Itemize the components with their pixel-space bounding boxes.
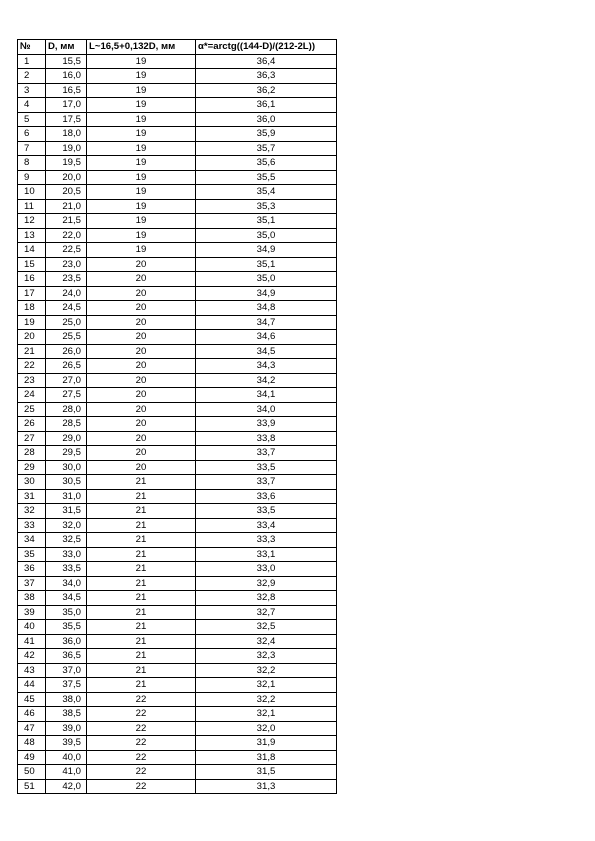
table-row xyxy=(18,170,337,185)
data-table xyxy=(17,39,337,794)
table-row xyxy=(18,243,337,258)
table-row xyxy=(18,431,337,446)
cell-diameter: 35,5 xyxy=(46,620,87,635)
table-row xyxy=(18,388,337,403)
table-row xyxy=(18,663,337,678)
cell-diameter: 22,0 xyxy=(46,228,87,243)
cell-length: 20 xyxy=(87,417,196,432)
cell-angle: 33,4 xyxy=(196,518,337,533)
cell-number: 15 xyxy=(18,257,46,272)
cell-number: 45 xyxy=(18,692,46,707)
cell-number: 33 xyxy=(18,518,46,533)
cell-number: 49 xyxy=(18,750,46,765)
cell-diameter: 20,5 xyxy=(46,185,87,200)
cell-length: 22 xyxy=(87,692,196,707)
cell-diameter: 33,5 xyxy=(46,562,87,577)
cell-diameter: 16,0 xyxy=(46,69,87,84)
cell-angle: 34,1 xyxy=(196,388,337,403)
table-row xyxy=(18,315,337,330)
cell-angle: 32,2 xyxy=(196,692,337,707)
cell-length: 19 xyxy=(87,69,196,84)
cell-number: 26 xyxy=(18,417,46,432)
cell-angle: 36,0 xyxy=(196,112,337,127)
cell-angle: 35,4 xyxy=(196,185,337,200)
table-row xyxy=(18,402,337,417)
cell-length: 20 xyxy=(87,257,196,272)
table-row xyxy=(18,214,337,229)
table-row xyxy=(18,533,337,548)
cell-angle: 32,4 xyxy=(196,634,337,649)
cell-angle: 35,1 xyxy=(196,214,337,229)
cell-diameter: 28,5 xyxy=(46,417,87,432)
cell-angle: 32,3 xyxy=(196,649,337,664)
table-row xyxy=(18,692,337,707)
cell-number: 22 xyxy=(18,359,46,374)
cell-diameter: 33,0 xyxy=(46,547,87,562)
cell-length: 21 xyxy=(87,663,196,678)
cell-diameter: 34,0 xyxy=(46,576,87,591)
cell-length: 20 xyxy=(87,431,196,446)
cell-number: 2 xyxy=(18,69,46,84)
table-row xyxy=(18,127,337,142)
cell-angle: 33,9 xyxy=(196,417,337,432)
table-row xyxy=(18,518,337,533)
cell-number: 16 xyxy=(18,272,46,287)
cell-diameter: 39,5 xyxy=(46,736,87,751)
cell-number: 1 xyxy=(18,54,46,69)
cell-number: 38 xyxy=(18,591,46,606)
cell-number: 24 xyxy=(18,388,46,403)
cell-angle: 34,3 xyxy=(196,359,337,374)
cell-angle: 36,2 xyxy=(196,83,337,98)
cell-angle: 35,5 xyxy=(196,170,337,185)
cell-number: 12 xyxy=(18,214,46,229)
cell-diameter: 36,5 xyxy=(46,649,87,664)
cell-length: 21 xyxy=(87,649,196,664)
cell-angle: 33,7 xyxy=(196,446,337,461)
cell-diameter: 17,5 xyxy=(46,112,87,127)
cell-diameter: 18,0 xyxy=(46,127,87,142)
cell-length: 19 xyxy=(87,112,196,127)
cell-number: 14 xyxy=(18,243,46,258)
cell-diameter: 26,5 xyxy=(46,359,87,374)
cell-diameter: 20,0 xyxy=(46,170,87,185)
cell-length: 20 xyxy=(87,315,196,330)
table-row xyxy=(18,69,337,84)
cell-diameter: 31,0 xyxy=(46,489,87,504)
cell-diameter: 36,0 xyxy=(46,634,87,649)
table-row xyxy=(18,344,337,359)
cell-number: 30 xyxy=(18,475,46,490)
cell-number: 10 xyxy=(18,185,46,200)
cell-diameter: 19,0 xyxy=(46,141,87,156)
table-row xyxy=(18,475,337,490)
table-row xyxy=(18,489,337,504)
cell-angle: 34,9 xyxy=(196,243,337,258)
cell-length: 22 xyxy=(87,779,196,794)
cell-angle: 35,0 xyxy=(196,272,337,287)
cell-diameter: 21,0 xyxy=(46,199,87,214)
table-row xyxy=(18,199,337,214)
cell-length: 21 xyxy=(87,620,196,635)
cell-angle: 32,9 xyxy=(196,576,337,591)
cell-number: 50 xyxy=(18,765,46,780)
cell-angle: 34,5 xyxy=(196,344,337,359)
cell-angle: 35,3 xyxy=(196,199,337,214)
cell-diameter: 38,5 xyxy=(46,707,87,722)
cell-angle: 32,0 xyxy=(196,721,337,736)
table-row xyxy=(18,721,337,736)
table-row xyxy=(18,707,337,722)
table-row xyxy=(18,272,337,287)
table-row xyxy=(18,141,337,156)
cell-length: 19 xyxy=(87,199,196,214)
table-row xyxy=(18,373,337,388)
cell-number: 31 xyxy=(18,489,46,504)
cell-angle: 33,1 xyxy=(196,547,337,562)
cell-number: 23 xyxy=(18,373,46,388)
cell-length: 19 xyxy=(87,214,196,229)
cell-angle: 34,9 xyxy=(196,286,337,301)
cell-length: 19 xyxy=(87,141,196,156)
cell-number: 42 xyxy=(18,649,46,664)
cell-angle: 32,8 xyxy=(196,591,337,606)
cell-diameter: 26,0 xyxy=(46,344,87,359)
header-row xyxy=(18,40,337,55)
cell-diameter: 30,0 xyxy=(46,460,87,475)
table-row xyxy=(18,330,337,345)
cell-number: 18 xyxy=(18,301,46,316)
table-row xyxy=(18,547,337,562)
cell-number: 27 xyxy=(18,431,46,446)
table-row xyxy=(18,605,337,620)
cell-length: 22 xyxy=(87,765,196,780)
cell-angle: 35,9 xyxy=(196,127,337,142)
cell-number: 47 xyxy=(18,721,46,736)
table-row xyxy=(18,185,337,200)
cell-angle: 33,5 xyxy=(196,504,337,519)
cell-number: 6 xyxy=(18,127,46,142)
cell-length: 20 xyxy=(87,402,196,417)
table-row xyxy=(18,634,337,649)
cell-angle: 36,1 xyxy=(196,98,337,113)
cell-number: 20 xyxy=(18,330,46,345)
cell-length: 20 xyxy=(87,388,196,403)
cell-angle: 34,0 xyxy=(196,402,337,417)
cell-angle: 31,5 xyxy=(196,765,337,780)
cell-diameter: 29,0 xyxy=(46,431,87,446)
cell-length: 22 xyxy=(87,736,196,751)
cell-length: 21 xyxy=(87,533,196,548)
cell-length: 20 xyxy=(87,286,196,301)
cell-angle: 32,1 xyxy=(196,707,337,722)
cell-length: 19 xyxy=(87,83,196,98)
cell-length: 20 xyxy=(87,359,196,374)
header-number: № xyxy=(18,40,46,55)
header-length: L~16,5+0,132D, мм xyxy=(87,40,196,55)
cell-angle: 31,9 xyxy=(196,736,337,751)
table-row xyxy=(18,620,337,635)
cell-diameter: 34,5 xyxy=(46,591,87,606)
cell-angle: 34,2 xyxy=(196,373,337,388)
cell-length: 22 xyxy=(87,721,196,736)
cell-number: 21 xyxy=(18,344,46,359)
table-row xyxy=(18,417,337,432)
cell-angle: 34,6 xyxy=(196,330,337,345)
table-header xyxy=(18,40,337,55)
table-row xyxy=(18,83,337,98)
cell-angle: 33,6 xyxy=(196,489,337,504)
cell-diameter: 27,5 xyxy=(46,388,87,403)
cell-diameter: 15,5 xyxy=(46,54,87,69)
cell-angle: 36,3 xyxy=(196,69,337,84)
table-row xyxy=(18,301,337,316)
cell-length: 19 xyxy=(87,243,196,258)
cell-length: 20 xyxy=(87,446,196,461)
cell-diameter: 29,5 xyxy=(46,446,87,461)
table-row xyxy=(18,562,337,577)
cell-number: 8 xyxy=(18,156,46,171)
table-row xyxy=(18,750,337,765)
cell-diameter: 39,0 xyxy=(46,721,87,736)
cell-number: 17 xyxy=(18,286,46,301)
cell-length: 21 xyxy=(87,591,196,606)
cell-number: 39 xyxy=(18,605,46,620)
cell-number: 35 xyxy=(18,547,46,562)
cell-diameter: 37,5 xyxy=(46,678,87,693)
cell-number: 4 xyxy=(18,98,46,113)
cell-diameter: 24,0 xyxy=(46,286,87,301)
cell-number: 28 xyxy=(18,446,46,461)
table-row xyxy=(18,446,337,461)
cell-length: 21 xyxy=(87,576,196,591)
table-row xyxy=(18,156,337,171)
cell-diameter: 28,0 xyxy=(46,402,87,417)
cell-angle: 34,7 xyxy=(196,315,337,330)
cell-number: 51 xyxy=(18,779,46,794)
cell-angle: 32,1 xyxy=(196,678,337,693)
cell-number: 5 xyxy=(18,112,46,127)
cell-length: 20 xyxy=(87,301,196,316)
cell-angle: 35,1 xyxy=(196,257,337,272)
cell-length: 21 xyxy=(87,475,196,490)
cell-angle: 35,0 xyxy=(196,228,337,243)
table-row xyxy=(18,779,337,794)
cell-length: 19 xyxy=(87,156,196,171)
cell-angle: 35,7 xyxy=(196,141,337,156)
cell-number: 44 xyxy=(18,678,46,693)
cell-number: 19 xyxy=(18,315,46,330)
cell-angle: 33,7 xyxy=(196,475,337,490)
cell-diameter: 25,5 xyxy=(46,330,87,345)
cell-length: 20 xyxy=(87,344,196,359)
table-row xyxy=(18,54,337,69)
table-row xyxy=(18,257,337,272)
cell-number: 13 xyxy=(18,228,46,243)
cell-angle: 34,8 xyxy=(196,301,337,316)
cell-length: 22 xyxy=(87,750,196,765)
cell-length: 21 xyxy=(87,562,196,577)
cell-length: 21 xyxy=(87,678,196,693)
cell-diameter: 23,0 xyxy=(46,257,87,272)
table-row xyxy=(18,765,337,780)
cell-length: 20 xyxy=(87,330,196,345)
table-row xyxy=(18,460,337,475)
cell-diameter: 17,0 xyxy=(46,98,87,113)
cell-number: 7 xyxy=(18,141,46,156)
header-angle: α*=arctg((144-D)/(212-2L)) xyxy=(196,40,337,55)
cell-number: 37 xyxy=(18,576,46,591)
table-row xyxy=(18,736,337,751)
cell-diameter: 40,0 xyxy=(46,750,87,765)
cell-length: 20 xyxy=(87,272,196,287)
table-row xyxy=(18,649,337,664)
cell-length: 20 xyxy=(87,373,196,388)
cell-number: 41 xyxy=(18,634,46,649)
cell-diameter: 32,5 xyxy=(46,533,87,548)
cell-number: 9 xyxy=(18,170,46,185)
header-diameter: D, мм xyxy=(46,40,87,55)
cell-diameter: 38,0 xyxy=(46,692,87,707)
table-body xyxy=(18,54,337,794)
cell-number: 11 xyxy=(18,199,46,214)
cell-length: 21 xyxy=(87,489,196,504)
cell-length: 21 xyxy=(87,504,196,519)
cell-length: 19 xyxy=(87,54,196,69)
cell-number: 43 xyxy=(18,663,46,678)
cell-angle: 32,7 xyxy=(196,605,337,620)
cell-diameter: 37,0 xyxy=(46,663,87,678)
cell-angle: 31,8 xyxy=(196,750,337,765)
cell-diameter: 30,5 xyxy=(46,475,87,490)
cell-number: 48 xyxy=(18,736,46,751)
cell-angle: 32,5 xyxy=(196,620,337,635)
cell-angle: 36,4 xyxy=(196,54,337,69)
cell-diameter: 24,5 xyxy=(46,301,87,316)
cell-diameter: 22,5 xyxy=(46,243,87,258)
cell-diameter: 25,0 xyxy=(46,315,87,330)
cell-length: 20 xyxy=(87,460,196,475)
cell-number: 32 xyxy=(18,504,46,519)
cell-number: 36 xyxy=(18,562,46,577)
cell-angle: 31,3 xyxy=(196,779,337,794)
cell-diameter: 21,5 xyxy=(46,214,87,229)
cell-number: 34 xyxy=(18,533,46,548)
cell-diameter: 35,0 xyxy=(46,605,87,620)
cell-diameter: 42,0 xyxy=(46,779,87,794)
cell-number: 40 xyxy=(18,620,46,635)
cell-length: 21 xyxy=(87,634,196,649)
cell-diameter: 27,0 xyxy=(46,373,87,388)
cell-length: 21 xyxy=(87,605,196,620)
cell-length: 19 xyxy=(87,98,196,113)
cell-length: 19 xyxy=(87,170,196,185)
cell-length: 21 xyxy=(87,518,196,533)
table-row xyxy=(18,576,337,591)
cell-angle: 35,6 xyxy=(196,156,337,171)
table-row xyxy=(18,112,337,127)
table-row xyxy=(18,591,337,606)
cell-diameter: 16,5 xyxy=(46,83,87,98)
cell-length: 19 xyxy=(87,127,196,142)
cell-angle: 33,8 xyxy=(196,431,337,446)
cell-length: 19 xyxy=(87,228,196,243)
cell-diameter: 41,0 xyxy=(46,765,87,780)
table-row xyxy=(18,228,337,243)
cell-length: 22 xyxy=(87,707,196,722)
cell-length: 21 xyxy=(87,547,196,562)
cell-diameter: 23,5 xyxy=(46,272,87,287)
table-row xyxy=(18,98,337,113)
cell-angle: 33,5 xyxy=(196,460,337,475)
table-row xyxy=(18,504,337,519)
cell-diameter: 32,0 xyxy=(46,518,87,533)
table-row xyxy=(18,286,337,301)
cell-diameter: 31,5 xyxy=(46,504,87,519)
cell-diameter: 19,5 xyxy=(46,156,87,171)
cell-number: 25 xyxy=(18,402,46,417)
table-row xyxy=(18,359,337,374)
cell-number: 46 xyxy=(18,707,46,722)
cell-number: 3 xyxy=(18,83,46,98)
cell-angle: 33,3 xyxy=(196,533,337,548)
cell-length: 19 xyxy=(87,185,196,200)
cell-number: 29 xyxy=(18,460,46,475)
table-row xyxy=(18,678,337,693)
cell-angle: 32,2 xyxy=(196,663,337,678)
cell-angle: 33,0 xyxy=(196,562,337,577)
